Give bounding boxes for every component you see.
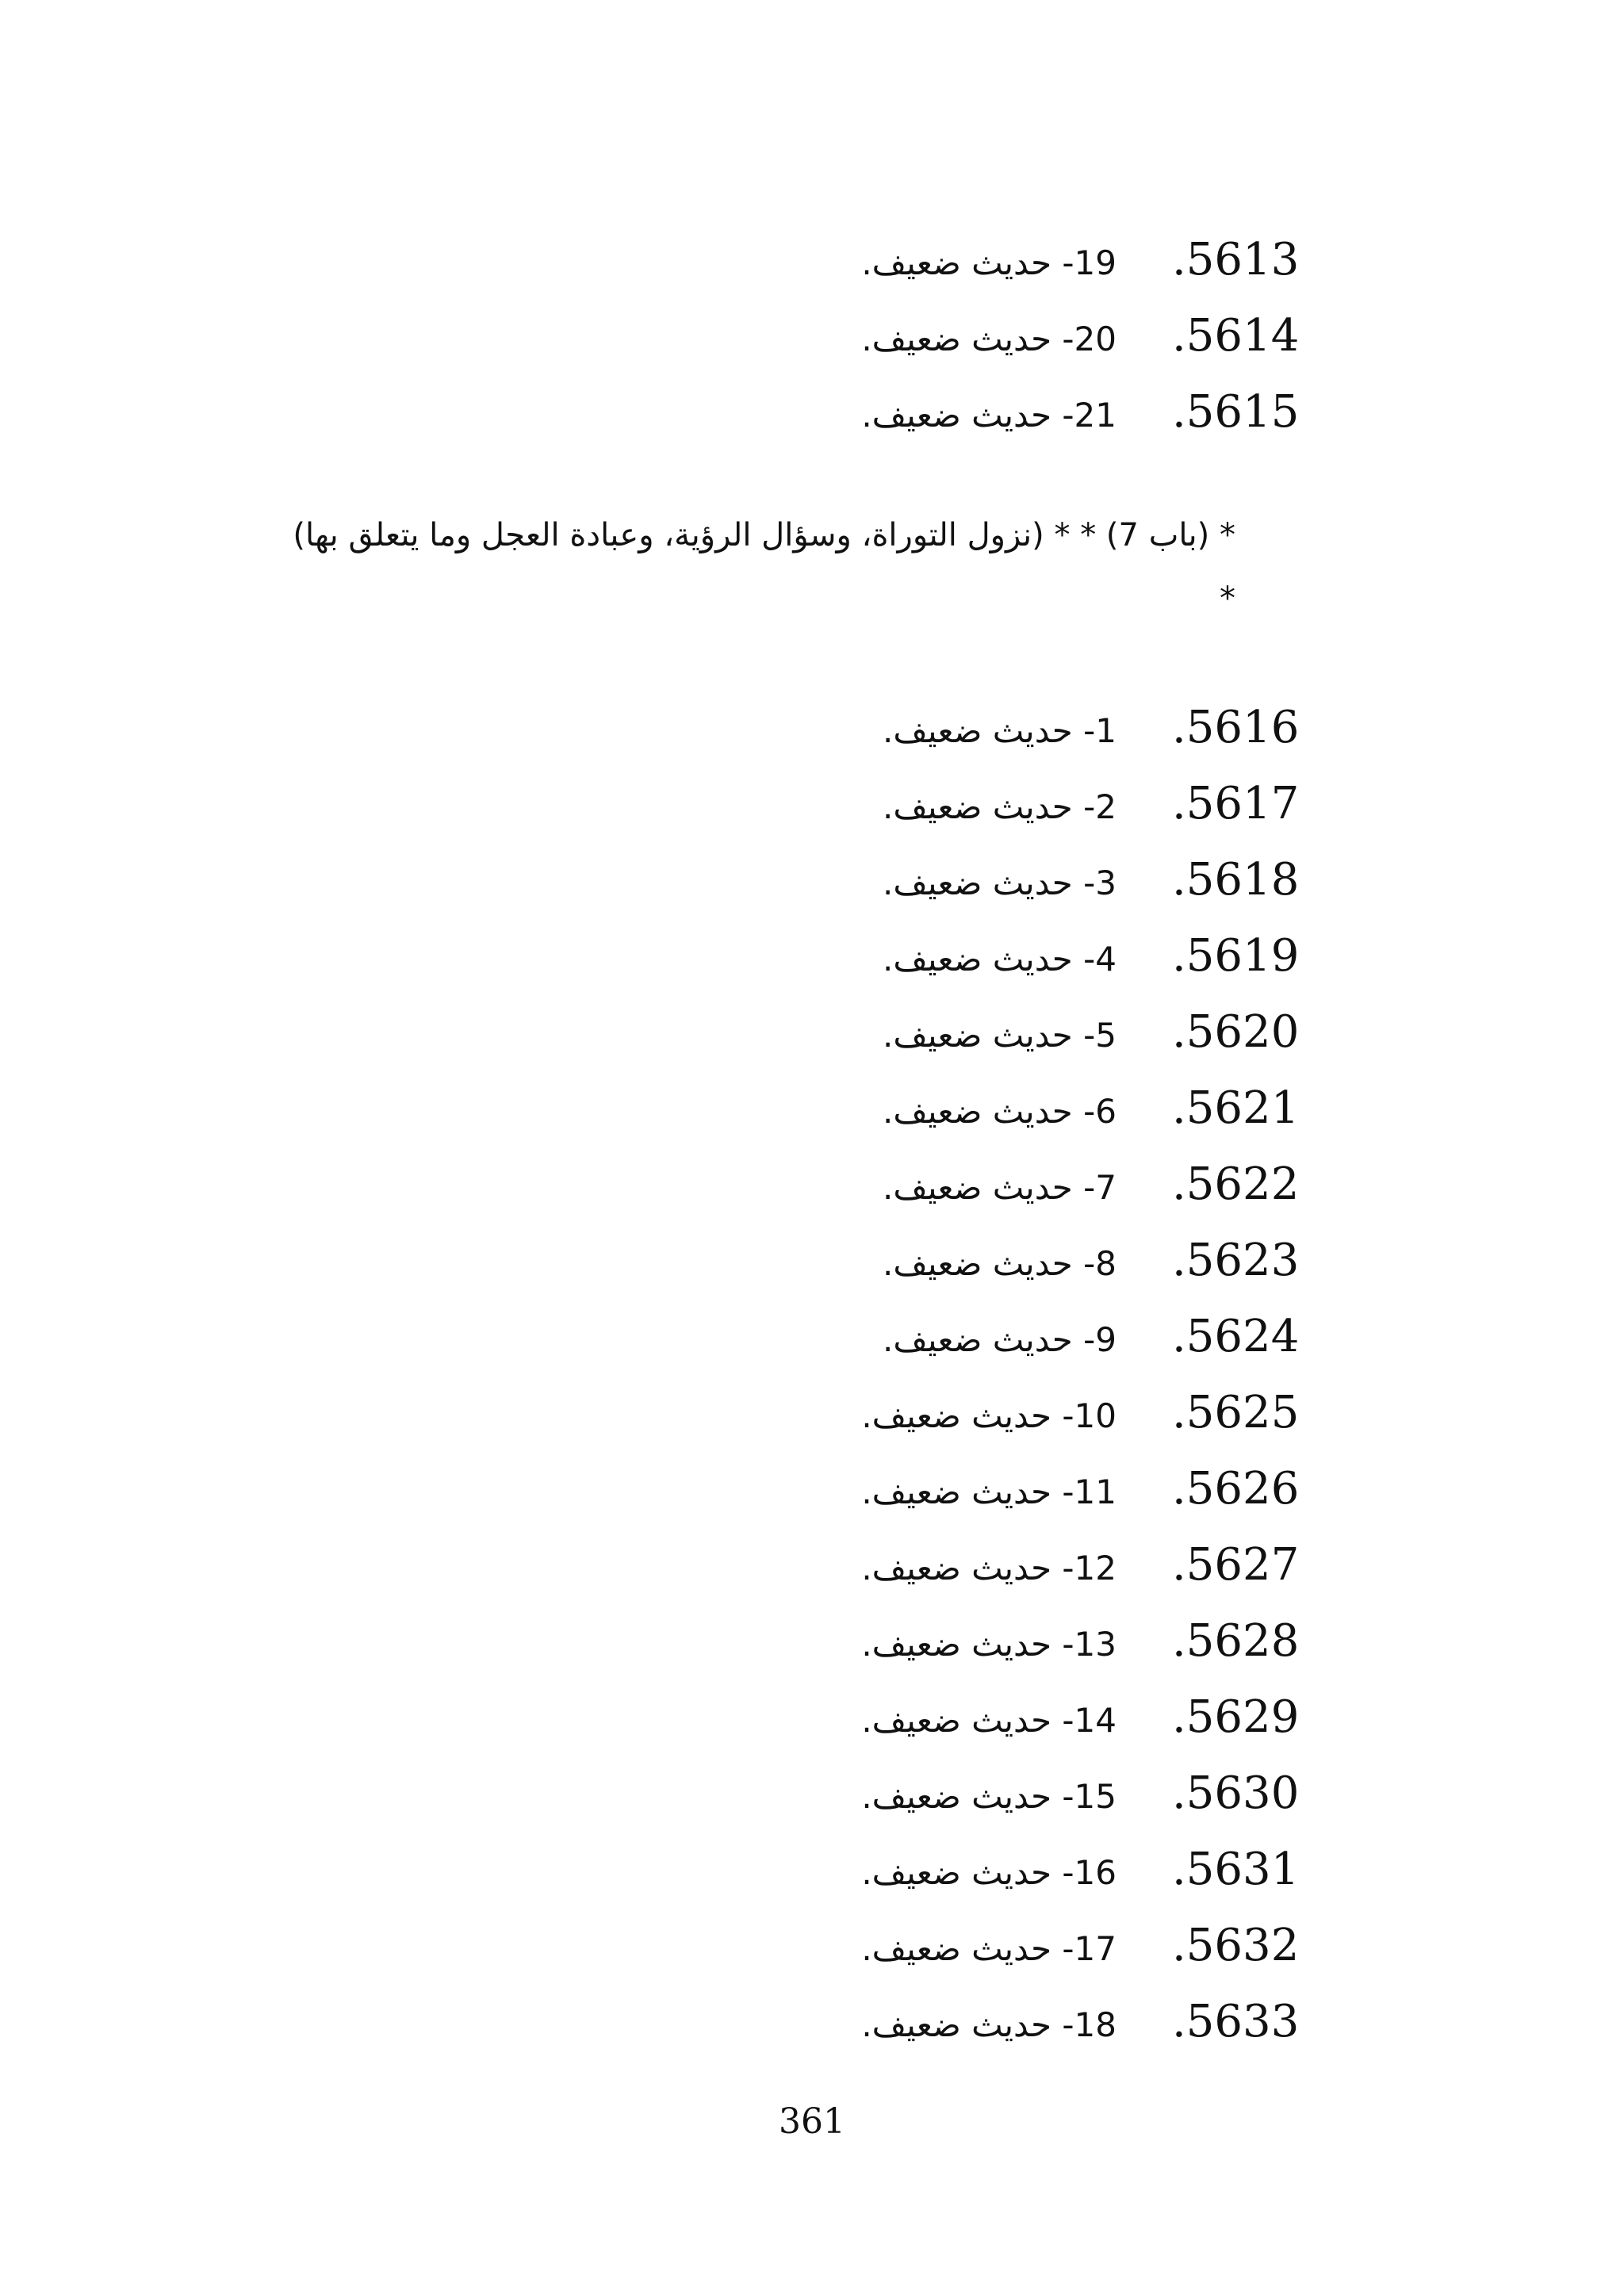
- entry-text: 14- حديث ضعيف.: [861, 1701, 1116, 1740]
- entry-text: 4- حديث ضعيف.: [883, 940, 1116, 978]
- entry-number: .5617: [1172, 778, 1300, 829]
- list-item: [260, 1756, 1300, 1832]
- list-item: [260, 1527, 1300, 1603]
- entry-text: 12- حديث ضعيف.: [861, 1549, 1116, 1587]
- chapter-heading: [284, 504, 1235, 630]
- list-item: [260, 1984, 1300, 2060]
- chapter-heading-line-2: *: [1220, 580, 1235, 617]
- entry-number: .5626: [1172, 1463, 1300, 1515]
- entry-list-top: [260, 222, 1300, 450]
- entry-number: .5618: [1172, 854, 1300, 906]
- list-item: [260, 222, 1300, 298]
- entry-number: .5620: [1172, 1006, 1300, 1058]
- list-item: [260, 1070, 1300, 1147]
- entry-number: .5630: [1172, 1767, 1300, 1819]
- entry-text: 10- حديث ضعيف.: [861, 1396, 1116, 1435]
- entry-text: 1- حديث ضعيف.: [883, 711, 1116, 750]
- entry-text: 3- حديث ضعيف.: [883, 864, 1116, 902]
- list-item: [260, 994, 1300, 1070]
- chapter-heading-line-1: * (باب 7) * * (نزول التوراة، وسؤال الرؤية، وعبادة العجل وما يتعلق بها): [293, 517, 1235, 553]
- entry-text: 21- حديث ضعيف.: [861, 396, 1116, 435]
- entry-number: .5616: [1172, 702, 1300, 753]
- entry-text: 5- حديث ضعيف.: [883, 1016, 1116, 1055]
- entry-text: 7- حديث ضعيف.: [883, 1168, 1116, 1207]
- entry-text: 6- حديث ضعيف.: [883, 1092, 1116, 1131]
- entry-number: .5628: [1172, 1615, 1300, 1667]
- list-item: [260, 1832, 1300, 1908]
- entry-text: 2- حديث ضعيف.: [883, 787, 1116, 826]
- entry-number: .5633: [1172, 1996, 1300, 2047]
- list-item: [260, 1679, 1300, 1756]
- list-item: [260, 1908, 1300, 1984]
- entry-number: .5614: [1172, 310, 1300, 362]
- entry-number: .5624: [1172, 1311, 1300, 1362]
- list-item: [260, 298, 1300, 374]
- entry-list-bottom: [260, 690, 1300, 2060]
- entry-number: .5629: [1172, 1691, 1300, 1743]
- list-item: [260, 1603, 1300, 1679]
- entry-text: 18- حديث ضعيف.: [861, 2005, 1116, 2044]
- entry-number: .5631: [1172, 1844, 1300, 1895]
- entry-number: .5627: [1172, 1539, 1300, 1591]
- page-number: 361: [779, 2101, 845, 2142]
- entry-text: 15- حديث ضعيف.: [861, 1777, 1116, 1816]
- list-item: [260, 766, 1300, 842]
- list-item: [260, 690, 1300, 766]
- entry-text: 9- حديث ضعيف.: [883, 1320, 1116, 1359]
- list-item: [260, 1451, 1300, 1527]
- entry-number: .5621: [1172, 1082, 1300, 1134]
- list-item: [260, 842, 1300, 918]
- entry-text: 8- حديث ضعيف.: [883, 1244, 1116, 1283]
- entry-number: .5623: [1172, 1235, 1300, 1286]
- entry-text: 16- حديث ضعيف.: [861, 1853, 1116, 1892]
- entry-number: .5615: [1172, 386, 1300, 438]
- entry-number: .5613: [1172, 234, 1300, 285]
- list-item: [260, 1147, 1300, 1223]
- entry-text: 13- حديث ضعيف.: [861, 1625, 1116, 1664]
- entry-number: .5625: [1172, 1387, 1300, 1438]
- entry-number: .5622: [1172, 1158, 1300, 1210]
- list-item: [260, 918, 1300, 994]
- list-item: [260, 1223, 1300, 1299]
- list-item: [260, 1299, 1300, 1375]
- entry-number: .5619: [1172, 930, 1300, 982]
- entry-text: 11- حديث ضعيف.: [861, 1473, 1116, 1511]
- entry-number: .5632: [1172, 1920, 1300, 1971]
- list-item: [260, 374, 1300, 450]
- entry-text: 20- حديث ضعيف.: [861, 320, 1116, 358]
- list-item: [260, 1375, 1300, 1451]
- entry-text: 17- حديث ضعيف.: [861, 1929, 1116, 1968]
- entry-text: 19- حديث ضعيف.: [861, 243, 1116, 282]
